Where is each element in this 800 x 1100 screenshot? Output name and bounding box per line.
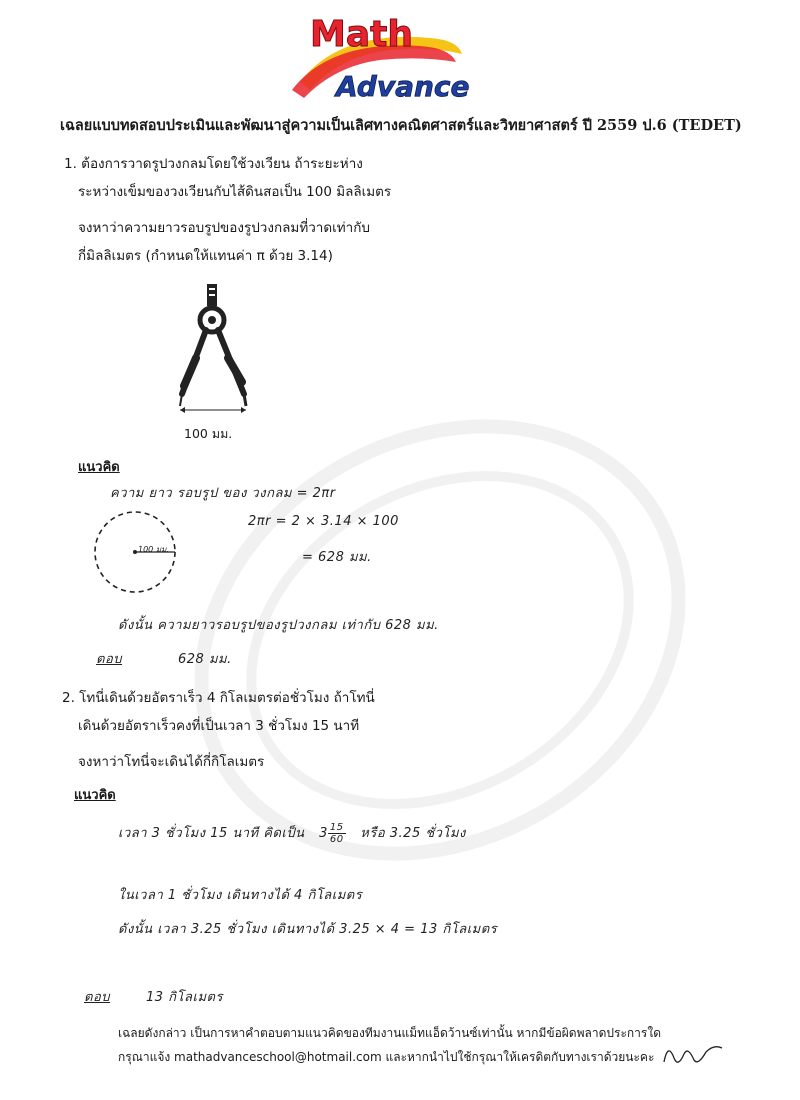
q2-mixed-fraction [319,822,350,845]
q2-fraction [328,822,346,845]
q2-answer-label: ตอบ [84,990,111,1005]
q2-work-line1 [118,822,466,845]
q2-work-line2: ในเวลา 1 ชั่วโมง เดินทางได้ 4 กิโลเมตร [118,888,363,903]
q2-line1: 2. โทนี่เดินด้วยอัตราเร็ว 4 กิโลเมตรต่อชั่วโมง ถ้าโทนี่ [62,690,375,706]
q1-answer-value: 628 มม. [178,652,232,667]
signature [658,1036,728,1070]
q2-line2: เดินด้วยอัตราเร็วคงที่เป็นเวลา 3 ชั่วโมง 15 นาที [78,718,360,734]
q1-answer-label: ตอบ [96,652,123,667]
q1-line3: จงหาว่าความยาวรอบรูปของรูปวงกลมที่วาดเท่ากับ [78,220,370,236]
q2-frac-num: 15 [329,822,344,833]
q2-frac-whole: 3 [319,826,328,841]
svg-text:Advance: Advance [336,70,470,103]
q1-work-line1: ความ ยาว รอบรูป ของ วงกลม = 2πr [110,486,336,501]
footer-line1: เฉลยดังกล่าว เป็นการหาคำตอบตามแนวคิดของทีมงานแม็ทแอ็ดว้านซ์เท่านั้น หากมีข้อผิดพลาดประการใด [118,1026,661,1040]
compass-figure [160,282,270,422]
q1-conclusion: ดังนั้น ความยาวรอบรูปของรูปวงกลม เท่ากับ 628 มม. [118,618,439,633]
page-title: เฉลยแบบทดสอบประเมินและพัฒนาสู่ความเป็นเลิศทางคณิตศาสตร์และวิทยาศาสตร์ ปี 2559 ป.6 (TEDET) [60,117,742,134]
q1-line1: 1. ต้องการวาดรูปวงกลมโดยใช้วงเวียน ถ้าระยะห่าง [64,156,363,172]
q1-line4: กี่มิลลิเมตร (กำหนดให้แทนค่า π ด้วย 3.14) [78,248,333,264]
compass-label: 100 มม. [184,426,233,441]
q1-heading: แนวคิด [78,460,120,475]
radius-label: 100 มม. [138,545,169,554]
q1-line2: ระหว่างเข็มของวงเวียนกับไส้ดินสอเป็น 100 มิลลิเมตร [78,184,392,200]
q1-work-line3: = 628 มม. [302,550,372,565]
q1-work-line2: 2πr = 2 × 3.14 × 100 [248,514,399,529]
footer-line2: กรุณาแจ้ง mathadvanceschool@hotmail.com และหากนำไปใช้กรุณาให้เครดิตกับทางเราด้วยนะคะ [118,1050,655,1064]
q2-work-line3: ดังนั้น เวลา 3.25 ชั่วโมง เดินทางได้ 3.25 × 4 = 13 กิโลเมตร [118,922,498,937]
q2-line3: จงหาว่าโทนี่จะเดินได้กี่กิโลเมตร [78,754,265,770]
q2-work-line1-b: หรือ 3.25 ชั่วโมง [360,826,466,841]
q2-frac-den: 60 [329,834,344,845]
svg-text:Math: Math [310,14,413,55]
q2-answer-value: 13 กิโลเมตร [146,990,223,1005]
q2-heading: แนวคิด [74,788,116,803]
q2-work-line1-a: เวลา 3 ชั่วโมง 15 นาที คิดเป็น [118,826,305,841]
math-advance-logo [280,10,470,110]
